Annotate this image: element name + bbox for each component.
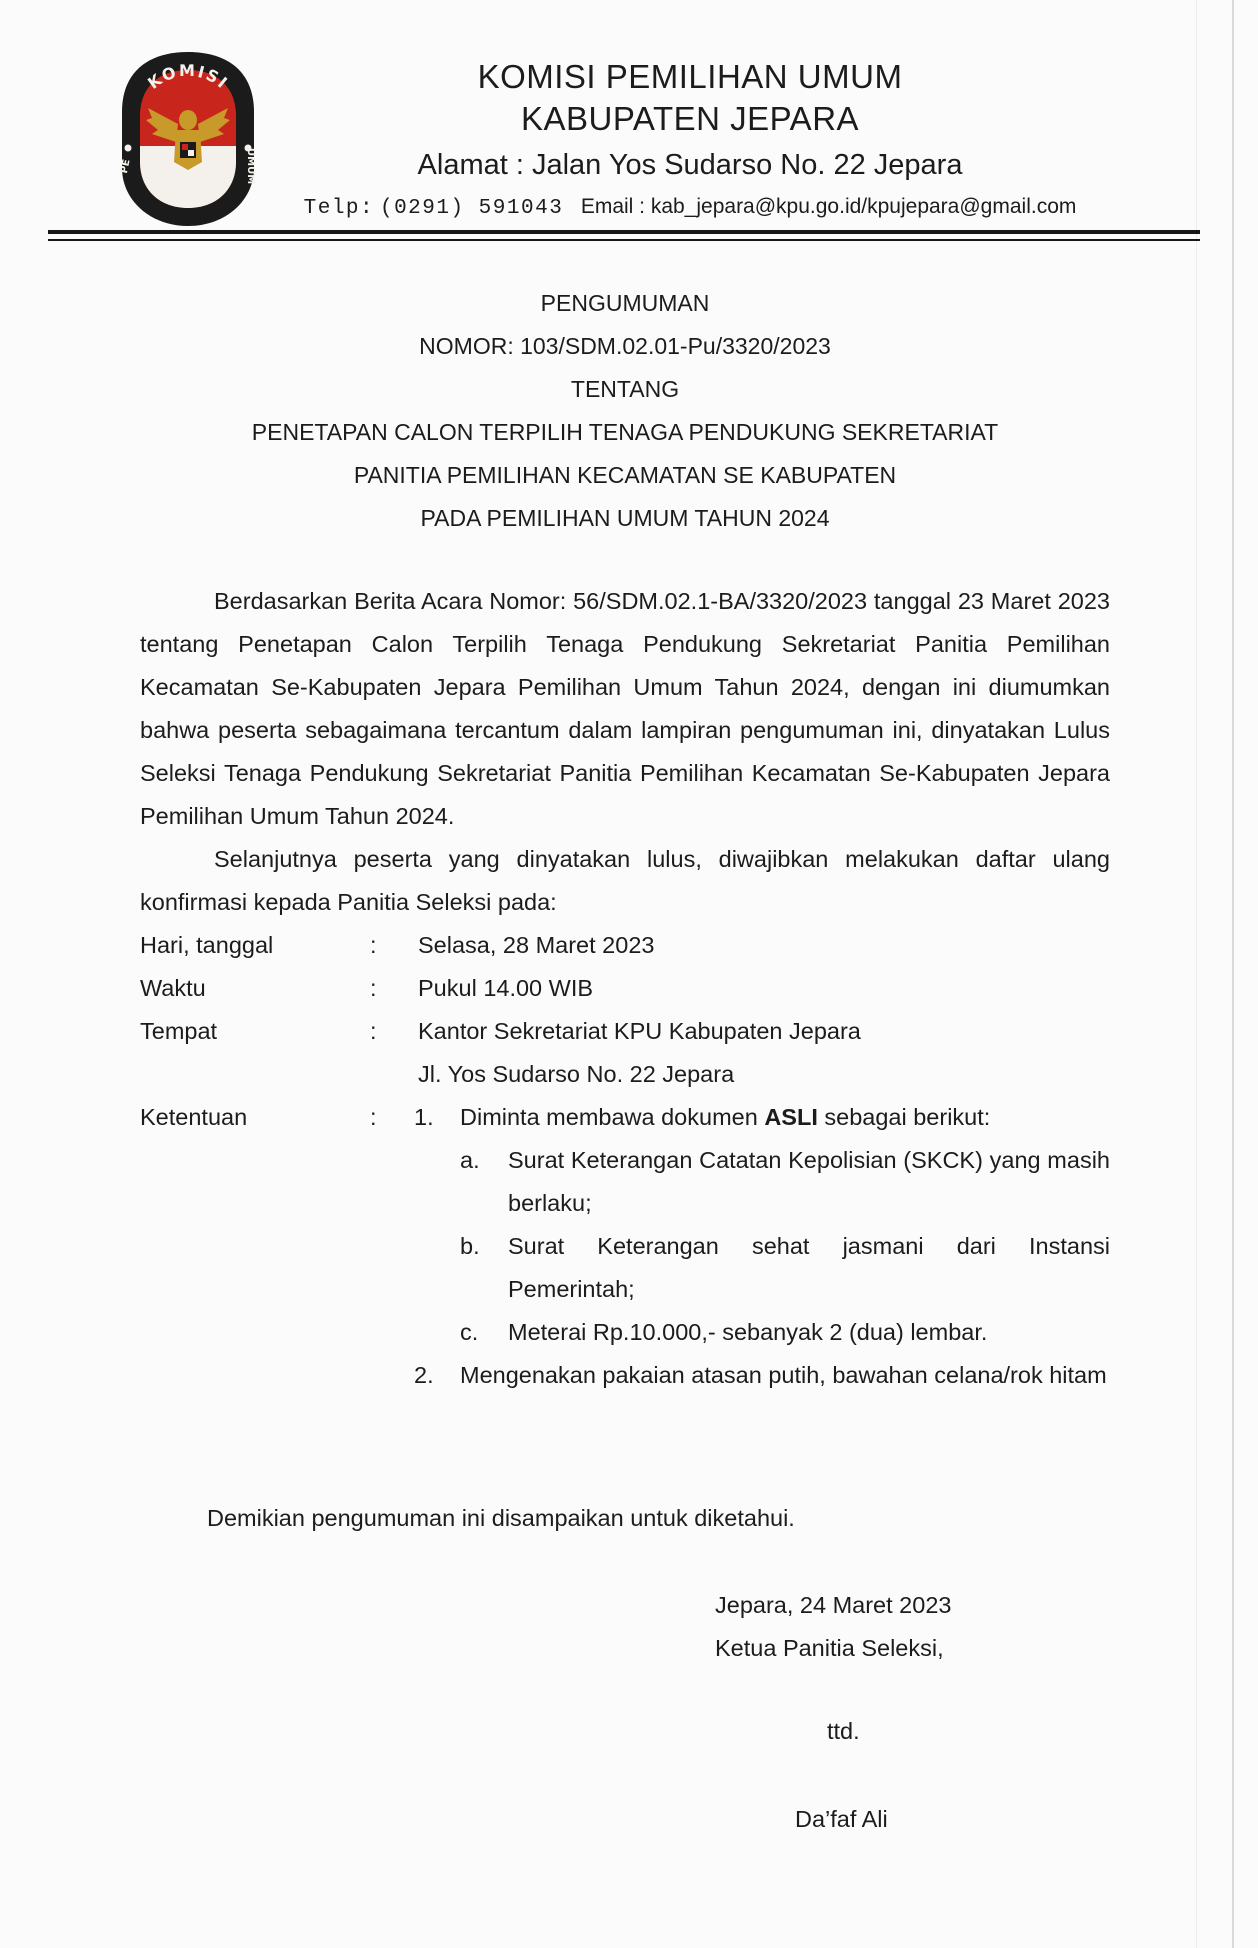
- colon: :: [370, 932, 377, 958]
- colon: :: [370, 1104, 377, 1130]
- announcement-title: [120, 282, 1130, 540]
- rule-1-item-a: [460, 1139, 1110, 1225]
- rules-label: Ketentuan: [140, 1104, 248, 1130]
- kpu-logo-icon: [118, 50, 258, 228]
- signature-ttd: ttd.: [827, 1718, 860, 1744]
- rule-1-emphasis: ASLI: [764, 1104, 818, 1130]
- schedule-time-row: [140, 967, 1110, 1010]
- rule-1-item-b: [460, 1225, 1110, 1311]
- paragraph-basis: Berdasarkan Berita Acara Nomor: 56/SDM.02.1-BA/3320/2023 tanggal 23 Maret 2023 tentang Penetapan Calon Terpilih Tenaga Pendukung Sekretariat Panitia Pemilihan Kecamatan Se-Kabupaten Jepara Pemilihan Umum Tahun 2024, dengan ini diumumkan bahwa peserta sebagaimana tercantum dalam lampiran pengumuman ini, dinyatakan Lulus Seleksi Tenaga Pendukung Sekretariat Panitia Pemilihan Kecamatan Se-Kabupaten Jepara Pemilihan Umum Tahun 2024.: [140, 588, 1110, 829]
- item-text: Surat Keterangan Catatan Kepolisian (SKCK) yang masih berlaku;: [508, 1147, 1110, 1216]
- colon: :: [370, 975, 377, 1001]
- rule-2-text: Mengenakan pakaian atasan putih, bawahan celana/rok hitam: [460, 1362, 1107, 1388]
- colon: :: [370, 1018, 377, 1044]
- place-address: Jl. Yos Sudarso No. 22 Jepara: [418, 1061, 735, 1087]
- title-subject-3: PADA PEMILIHAN UMUM TAHUN 2024: [420, 505, 830, 531]
- item-text: Surat Keterangan sehat jasmani dari Instansi Pemerintah;: [508, 1233, 1110, 1302]
- signature-block: [715, 1584, 951, 1670]
- schedule-day-row: [140, 924, 1110, 967]
- item-letter: b.: [460, 1233, 480, 1259]
- schedule-place-row-2: [140, 1053, 1110, 1096]
- letterhead-divider: [48, 230, 1200, 234]
- phone-number: (0291) 591043: [379, 197, 564, 220]
- title-about: TENTANG: [570, 376, 680, 402]
- title-subject-2: PANITIA PEMILIHAN KECAMATAN SE KABUPATEN: [353, 462, 897, 488]
- item-text: Meterai Rp.10.000,- sebanyak 2 (dua) lembar.: [508, 1319, 988, 1345]
- signature-position: Ketua Panitia Seleksi,: [715, 1635, 944, 1661]
- title-heading: PENGUMUMAN: [540, 290, 710, 316]
- logo-text-bottom: MILIHAN: [154, 187, 222, 212]
- rule-1-text-end: sebagai berikut:: [817, 1104, 991, 1130]
- logo-text-right: UMUM: [245, 148, 256, 185]
- closing-sentence: Demikian pengumuman ini disampaikan untuk diketahui.: [207, 1505, 795, 1531]
- title-number: NOMOR: 103/SDM.02.01-Pu/3320/2023: [419, 333, 831, 359]
- day-value: Selasa, 28 Maret 2023: [418, 932, 655, 958]
- org-address: Alamat : Jalan Yos Sudarso No. 22 Jepara: [417, 149, 963, 181]
- item-letter: a.: [460, 1147, 480, 1173]
- rule-1: [460, 1096, 1110, 1139]
- phone-label: Telp:: [303, 197, 375, 220]
- time-label: Waktu: [140, 975, 206, 1001]
- scan-edge-line: [1196, 0, 1197, 1948]
- paragraph-instruction: Selanjutnya peserta yang dinyatakan lulus, diwajibkan melakukan daftar ulang konfirmasi kepada Panitia Seleksi pada:: [140, 846, 1110, 915]
- announcement-body: [140, 580, 1110, 1397]
- org-region: KABUPATEN JEPARA: [520, 100, 860, 137]
- day-label: Hari, tanggal: [140, 932, 274, 958]
- signature-place-date: Jepara, 24 Maret 2023: [715, 1592, 952, 1618]
- place-label: Tempat: [140, 1018, 218, 1044]
- org-name: KOMISI PEMILIHAN UMUM: [477, 58, 903, 95]
- org-contact: [270, 192, 1110, 224]
- email-address: Email : kab_jepara@kpu.go.id/kpujepara@gmail.com: [580, 195, 1077, 218]
- letterhead: [270, 56, 1110, 224]
- signatory-name: Da’faf Ali: [795, 1806, 888, 1832]
- logo-text-left: PE: [118, 158, 133, 175]
- item-letter: c.: [460, 1319, 479, 1345]
- rule-2: [140, 1354, 1110, 1397]
- title-subject-1: PENETAPAN CALON TERPILIH TENAGA PENDUKUNG SEKRETARIAT: [251, 419, 999, 445]
- logo-text-top: KOMISI: [144, 60, 233, 93]
- rules-block: [140, 1096, 1110, 1139]
- time-value: Pukul 14.00 WIB: [418, 975, 594, 1001]
- schedule-place-row: [140, 1010, 1110, 1053]
- rule-number: 1.: [414, 1104, 434, 1130]
- rule-number: 2.: [414, 1362, 434, 1388]
- letterhead-divider-thin: [48, 239, 1200, 241]
- rule-1-text: Diminta membawa dokumen: [460, 1104, 765, 1130]
- place-value: Kantor Sekretariat KPU Kabupaten Jepara: [418, 1018, 861, 1044]
- rule-1-item-c: [460, 1311, 1110, 1354]
- scan-edge-line: [1232, 0, 1234, 1948]
